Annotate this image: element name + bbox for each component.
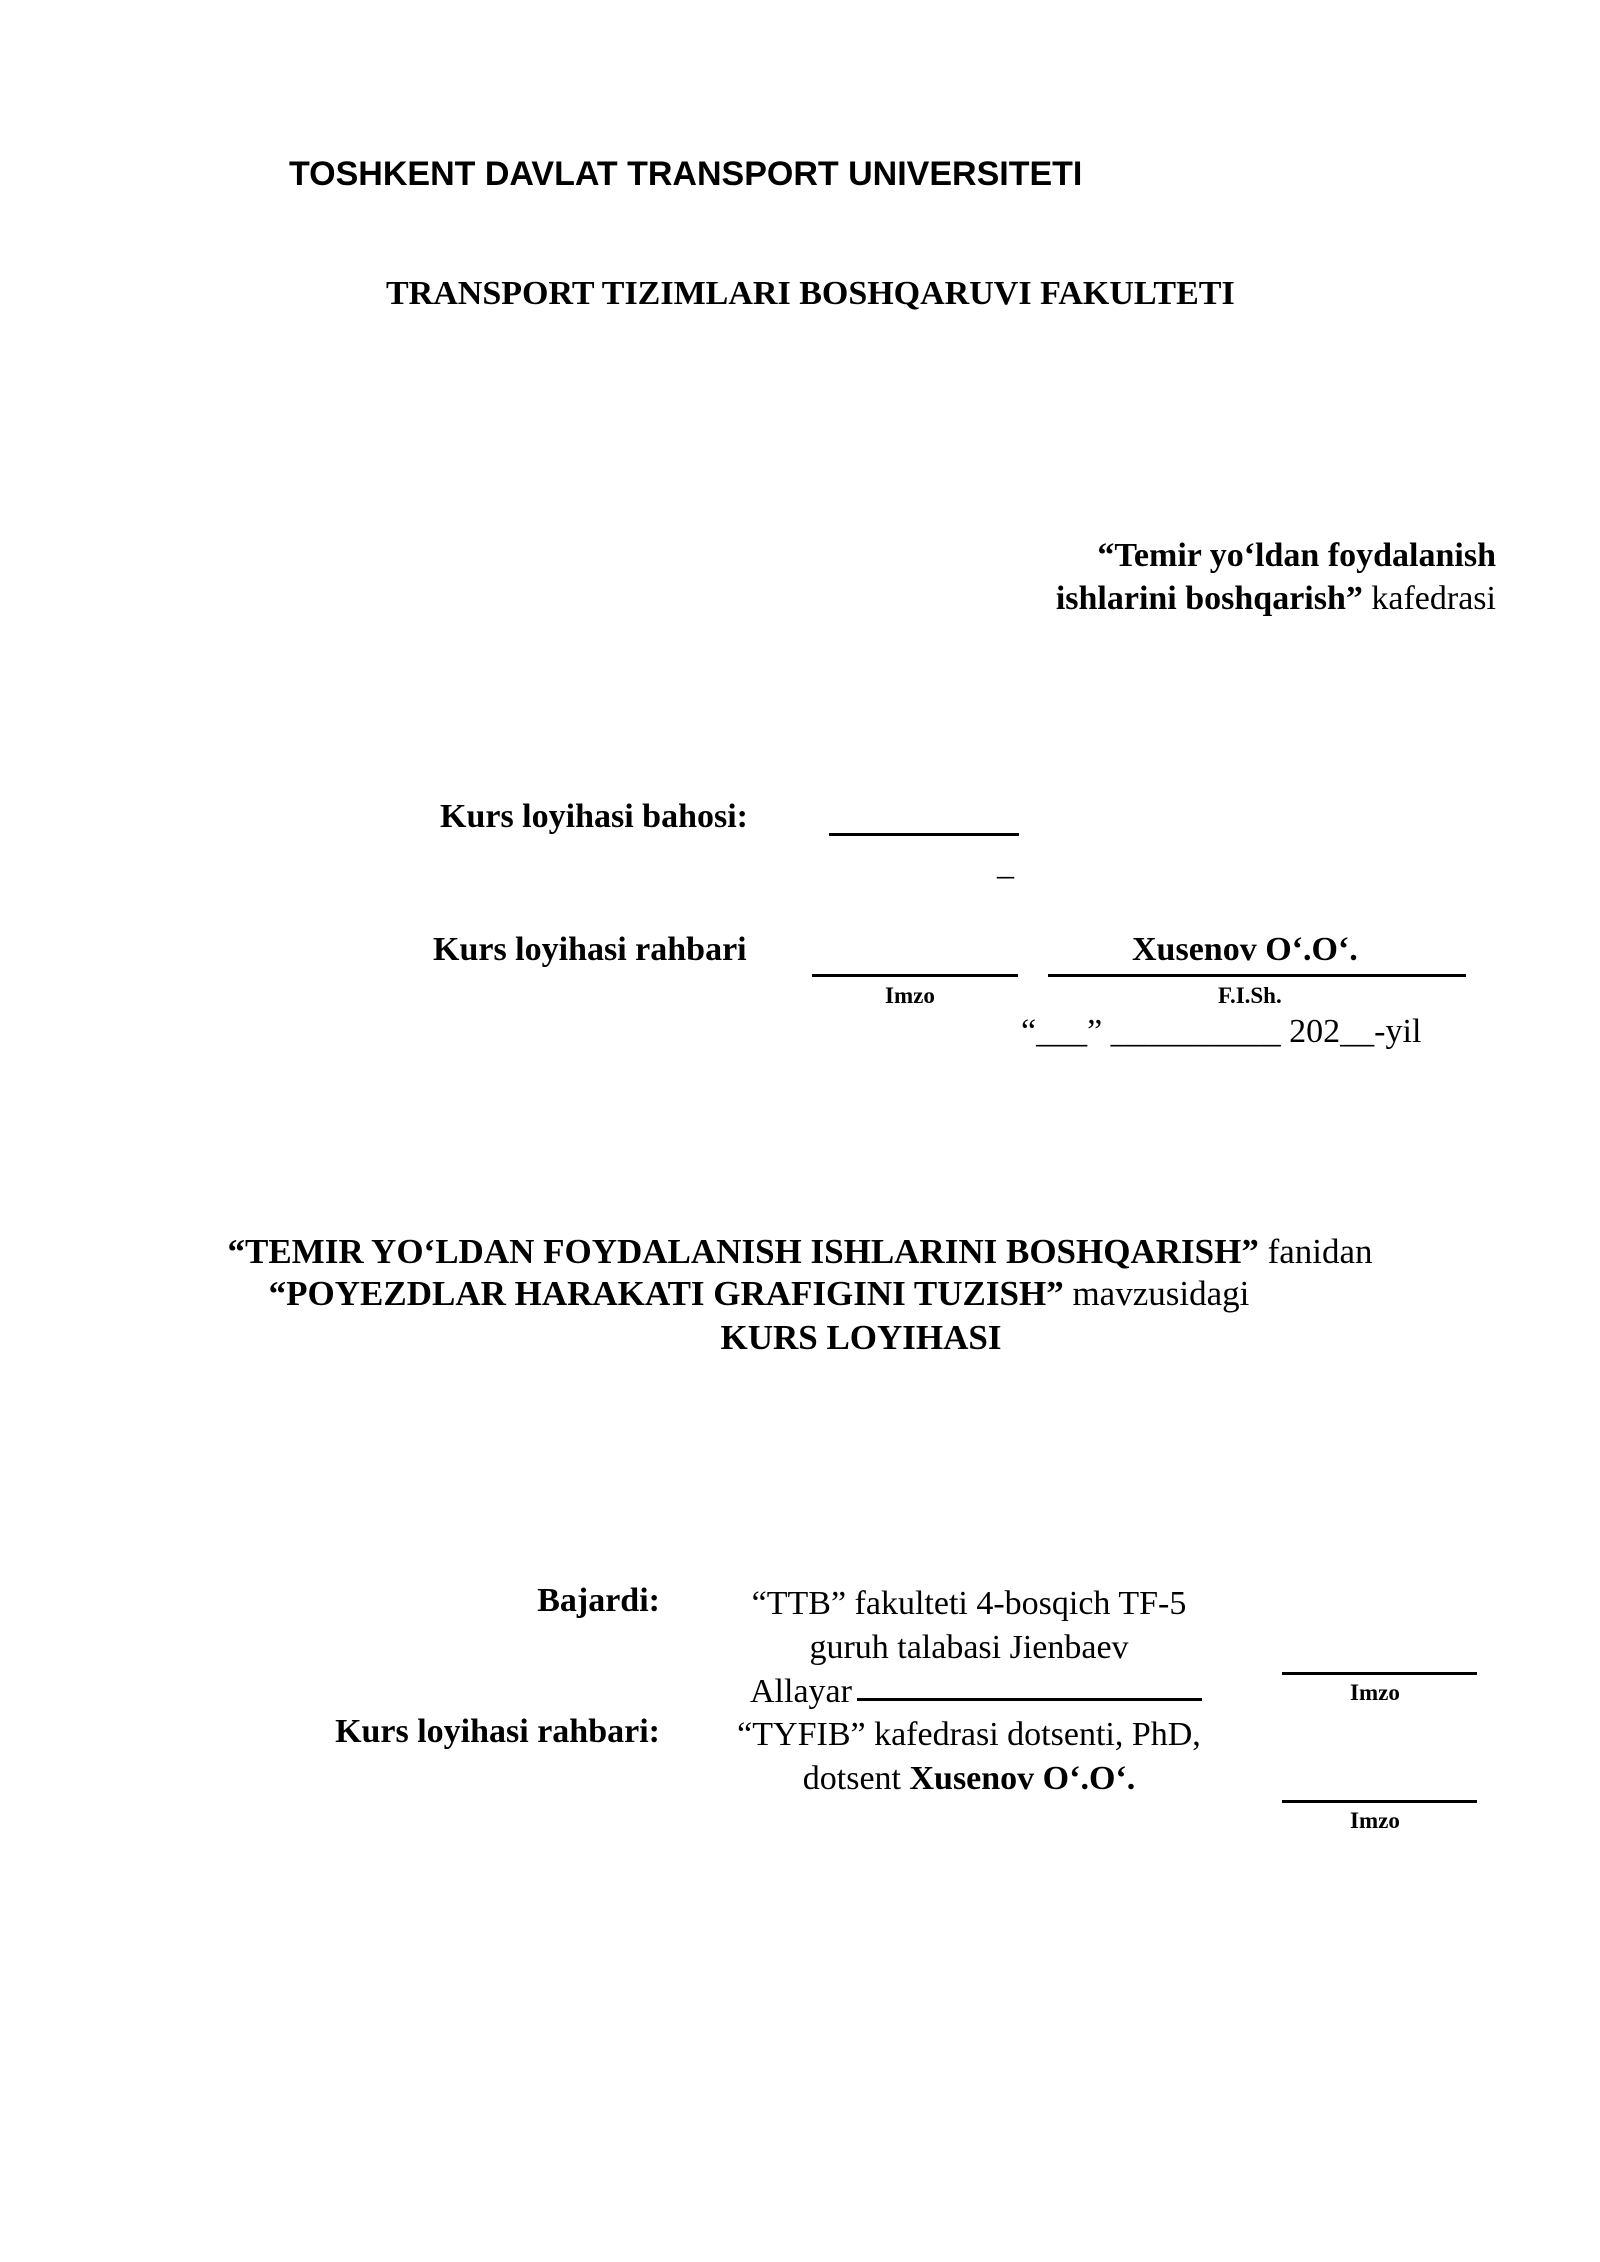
grade-underscore: _ bbox=[997, 845, 1014, 882]
topic-name: “POYEZDLAR HARAKATI GRAFIGINI TUZISH” bbox=[268, 1274, 1064, 1313]
signoff-supervisor-label: Kurs loyihasi rahbari: bbox=[335, 1713, 660, 1750]
imzo-line-1[interactable] bbox=[1282, 1672, 1477, 1675]
document-title: KURS LOYIHASI bbox=[720, 1318, 1002, 1357]
department-suffix: kafedrasi bbox=[1362, 580, 1496, 617]
subject-name: “TEMIR YO‘LDAN FOYDALANISH ISHLARINI BOSHQARISH” bbox=[227, 1232, 1259, 1271]
supervisor-name: Xusenov O‘.O‘. bbox=[1132, 931, 1358, 968]
student-signature-line[interactable] bbox=[857, 1698, 1202, 1701]
date-line: “___” __________ 202__-yil bbox=[1021, 1013, 1422, 1050]
imzo-caption-2: Imzo bbox=[1350, 1808, 1400, 1833]
student-name-end: Allayar bbox=[750, 1673, 852, 1710]
supervisor-line-2 bbox=[638, 1757, 1300, 1801]
supervisor-info bbox=[638, 1713, 1300, 1801]
imzo-caption: Imzo bbox=[885, 983, 935, 1008]
fish-caption: F.I.Sh. bbox=[1218, 983, 1282, 1008]
topic-suffix: mavzusidagi bbox=[1063, 1274, 1250, 1313]
imzo-caption-1: Imzo bbox=[1350, 1680, 1400, 1705]
signoff-supervisor-name: Xusenov O‘.O‘. bbox=[909, 1760, 1136, 1797]
imzo-line-2[interactable] bbox=[1282, 1800, 1477, 1803]
student-line-3 bbox=[750, 1670, 1300, 1714]
grade-blank-line[interactable] bbox=[829, 833, 1019, 836]
subject-suffix: fanidan bbox=[1258, 1232, 1373, 1271]
university-name: TOSHKENT DAVLAT TRANSPORT UNIVERSITETI bbox=[289, 155, 1083, 193]
student-info bbox=[638, 1582, 1300, 1714]
grade-label: Kurs loyihasi bahosi: bbox=[440, 798, 748, 835]
supervisor-label: Kurs loyihasi rahbari bbox=[433, 931, 747, 968]
student-line-1: “TTB” fakulteti 4-bosqich TF-5 bbox=[751, 1585, 1187, 1622]
done-label: Bajardi: bbox=[537, 1582, 660, 1619]
title-line-2 bbox=[0, 1274, 1400, 1314]
faculty-name: TRANSPORT TIZIMLARI BOSHQARUVI FAKULTETI bbox=[386, 275, 1235, 312]
supervisor-name-line bbox=[1048, 974, 1466, 977]
department-line-2 bbox=[1056, 580, 1496, 618]
department-line-1: “Temir yo‘ldan foydalanish bbox=[1097, 537, 1496, 574]
supervisor-line-1: “TYFIB” kafedrasi dotsenti, PhD, bbox=[737, 1716, 1201, 1753]
department-name: ishlarini boshqarish” bbox=[1055, 580, 1363, 617]
title-line-1 bbox=[0, 1232, 1600, 1272]
supervisor-signature-line[interactable] bbox=[812, 974, 1018, 977]
supervisor-title: dotsent bbox=[802, 1760, 910, 1797]
student-line-2: guruh talabasi Jienbaev bbox=[809, 1629, 1129, 1666]
